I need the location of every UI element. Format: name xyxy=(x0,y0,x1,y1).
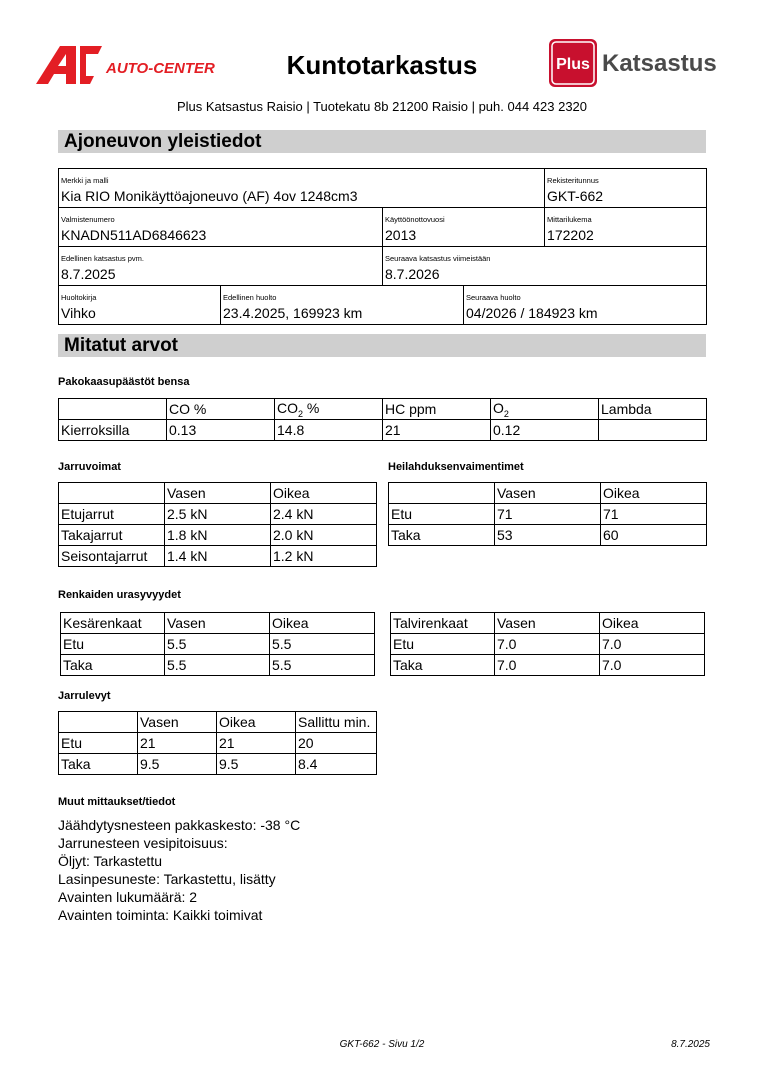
brake-discs-table xyxy=(58,711,377,775)
list-item: Öljyt: Tarkastettu xyxy=(58,853,163,869)
table-row xyxy=(59,420,707,441)
table-row: Seisontajarrut 1.4 kN 1.2 kN xyxy=(59,546,377,567)
vehicle-info-table xyxy=(58,168,707,325)
table-row: Taka 7.0 7.0 xyxy=(391,655,705,676)
brakes-title: Jarruvoimat xyxy=(58,461,121,473)
registration-value: GKT-662 xyxy=(547,188,604,204)
hc-header: HC ppm xyxy=(383,399,491,420)
lambda-value xyxy=(599,420,707,441)
registration-label: Rekisteritunnus xyxy=(547,176,599,185)
list-item: Avainten toiminta: Kaikki toimivat xyxy=(58,907,263,923)
table-row: Etu 21 21 20 xyxy=(59,733,377,754)
vin-label: Valmistenumero xyxy=(61,215,115,224)
tires-title: Renkaiden urasyvyydet xyxy=(58,589,181,601)
document-title: Kuntotarkastus xyxy=(286,50,478,80)
make-model-label: Merkki ja malli xyxy=(61,176,109,185)
first-use-year-label: Käyttöönottovuosi xyxy=(385,215,445,224)
table-row: Takajarrut 1.8 kN 2.0 kN xyxy=(59,525,377,546)
last-inspection-label: Edellinen katsastus pvm. xyxy=(61,254,144,263)
last-service-label: Edellinen huolto xyxy=(223,293,277,302)
company-contact-line: Plus Katsastus Raisio | Tuotekatu 8b 21200 Raisio | puh. 044 423 2320 xyxy=(176,99,588,114)
table-row: Taka 53 60 xyxy=(389,525,707,546)
emissions-title: Pakokaasupäästöt bensa xyxy=(58,376,190,388)
last-service-value: 23.4.2025, 169923 km xyxy=(223,305,363,321)
left-header: Vasen xyxy=(495,483,601,504)
table-row: Talvirenkaat Vasen Oikea xyxy=(391,613,705,634)
table-row: Etu 7.0 7.0 xyxy=(391,634,705,655)
list-item: Jarrunesteen vesipitoisuus: xyxy=(58,835,228,851)
emissions-table xyxy=(58,398,707,441)
summer-tires-table xyxy=(60,612,375,676)
list-item: Jäähdytysnesteen pakkaskesto: -38 °C xyxy=(58,817,301,833)
plus-badge-text: Plus xyxy=(556,56,590,73)
odometer-value: 172202 xyxy=(547,227,594,243)
left-header: Vasen xyxy=(165,483,271,504)
service-book-value: Vihko xyxy=(61,305,96,321)
make-model-value: Kia RIO Monikäyttöajoneuvo (AF) 4ov 1248cm3 xyxy=(61,188,358,204)
table-row: Vasen Oikea Sallittu min. xyxy=(59,712,377,733)
service-book-label: Huoltokirja xyxy=(61,293,97,302)
plus-katsastus-logo xyxy=(548,38,728,88)
next-inspection-label: Seuraava katsastus viimeistään xyxy=(385,254,491,263)
co-value: 0.13 xyxy=(167,420,275,441)
section-title-measured: Mitatut arvot xyxy=(58,334,706,357)
shocks-table xyxy=(388,482,707,546)
row-label: Kierroksilla xyxy=(59,420,167,441)
winter-tires-table xyxy=(390,612,705,676)
brakes-table xyxy=(58,482,377,567)
discs-title: Jarrulevyt xyxy=(58,690,111,702)
co-header: CO % xyxy=(167,399,275,420)
table-row: Kesärenkaat Vasen Oikea xyxy=(61,613,375,634)
last-inspection-value: 8.7.2025 xyxy=(61,266,116,282)
table-row: Etujarrut 2.5 kN 2.4 kN xyxy=(59,504,377,525)
vin-value: KNADN511AD6846623 xyxy=(61,227,207,243)
right-header: Oikea xyxy=(271,483,377,504)
other-measurements-list xyxy=(58,816,300,924)
shocks-title: Heilahduksenvaimentimet xyxy=(388,461,524,473)
next-service-label: Seuraava huolto xyxy=(466,293,521,302)
section-title-general: Ajoneuvon yleistiedot xyxy=(58,130,706,153)
auto-center-logo-text: AUTO-CENTER xyxy=(106,60,215,77)
odometer-label: Mittarilukema xyxy=(547,215,592,224)
co2-header: $CO_2$ % xyxy=(275,399,383,420)
other-measurements-title: Muut mittaukset/tiedot xyxy=(58,796,176,808)
o2-header: $O_2$ xyxy=(491,399,599,420)
co2-value: 14.8 xyxy=(275,420,383,441)
first-use-year-value: 2013 xyxy=(385,227,417,243)
right-header: Oikea xyxy=(601,483,707,504)
next-service-value: 04/2026 / 184923 km xyxy=(466,305,598,321)
table-row xyxy=(59,483,377,504)
table-row: Taka 9.5 9.5 8.4 xyxy=(59,754,377,775)
table-row: Taka 5.5 5.5 xyxy=(61,655,375,676)
footer-page-number: GKT-662 - Sivu 1/2 xyxy=(339,1039,425,1050)
list-item: Lasinpesuneste: Tarkastettu, lisätty xyxy=(58,871,276,887)
table-row xyxy=(59,399,707,420)
hc-value: 21 xyxy=(383,420,491,441)
lambda-header: Lambda xyxy=(599,399,707,420)
o2-value: 0.12 xyxy=(491,420,599,441)
footer-date: 8.7.2025 xyxy=(671,1039,710,1050)
next-inspection-value: 8.7.2026 xyxy=(385,266,440,282)
list-item: Avainten lukumäärä: 2 xyxy=(58,889,198,905)
table-row: Etu 71 71 xyxy=(389,504,707,525)
table-row: Etu 5.5 5.5 xyxy=(61,634,375,655)
table-row xyxy=(389,483,707,504)
katsastus-logo-text: Katsastus xyxy=(602,50,717,77)
